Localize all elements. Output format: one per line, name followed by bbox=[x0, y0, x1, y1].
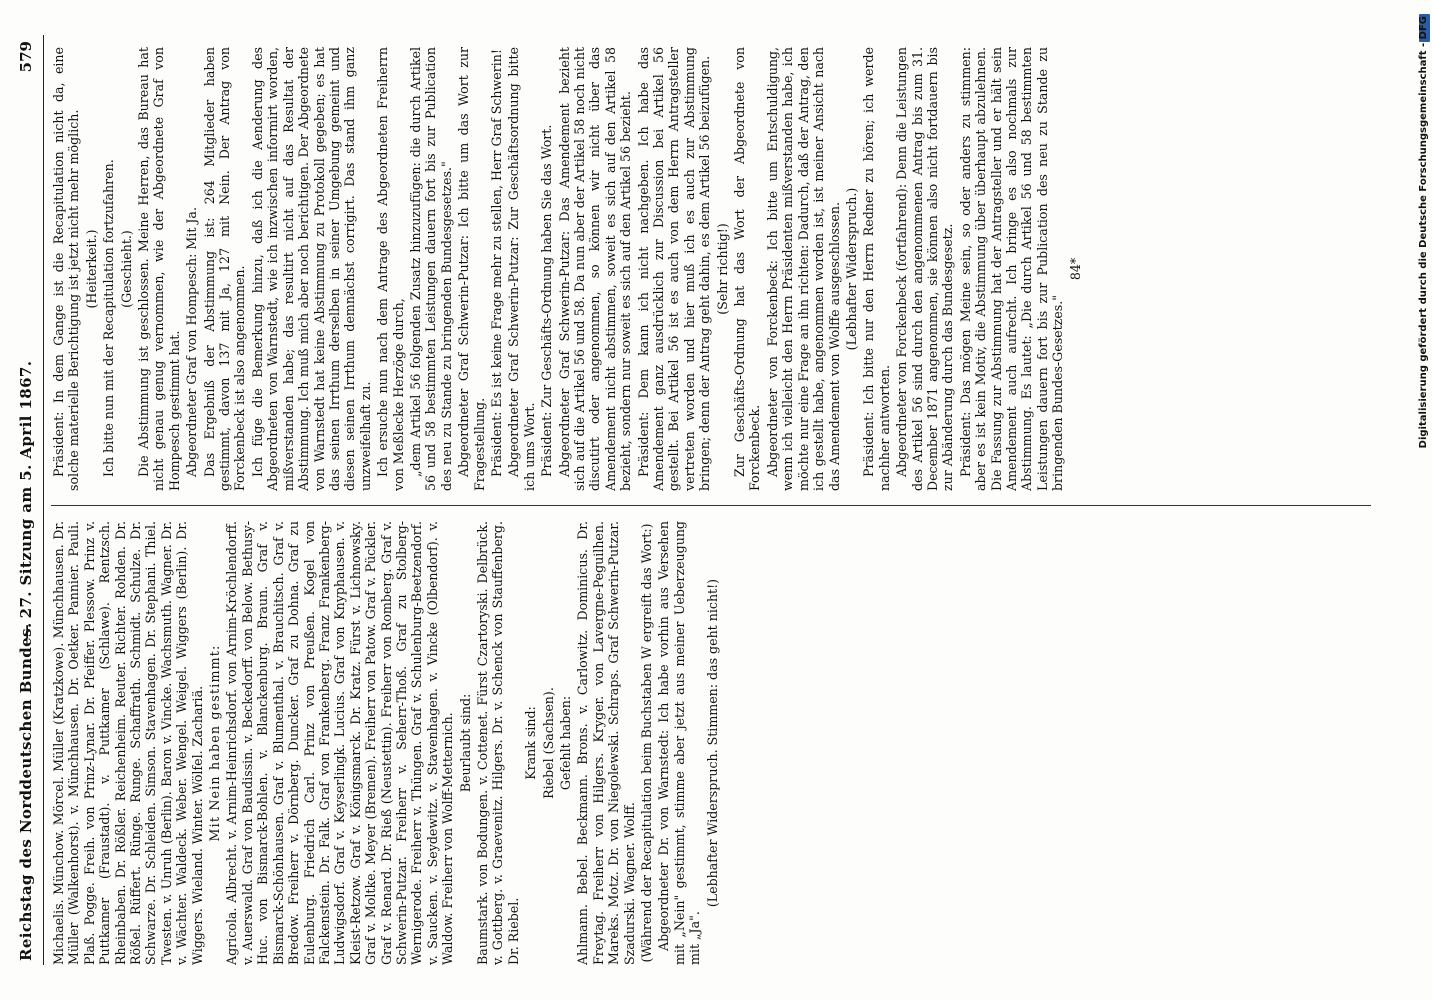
page-header bbox=[17, 35, 44, 965]
beurlaubt-list: Baumstark. von Bodungen. v. Cottenet. Fürst Czartoryski. Delbrück. v. Gottberg. v. Graevenitz. Hilgers. Dr. v. Schenck von Stauffenberg. Dr. Riebel. bbox=[474, 521, 521, 965]
right-column bbox=[51, 47, 1381, 491]
reaction-sehr-richtig: (Sehr richtig!) bbox=[714, 223, 730, 315]
krank-heading: Krank sind: bbox=[523, 706, 539, 780]
president-statement-2: Ich bitte nun mit der Recapitulation fortzufahren. bbox=[101, 159, 117, 477]
dfg-credit-line: Digitalisierung gefördert durch die Deutsche Forschungsgemeinschaft - DFG bbox=[1418, 16, 1429, 449]
warnstedt-speech: Abgeordneter Dr. von Warnstedt: Ich habe vorhin aus Versehen mit „Nein" gestimmt, stimme aber jetzt aus meiner Ueberzeugung mit „Ja". bbox=[656, 521, 703, 965]
gefehlt-heading: Gefehlt haben: bbox=[558, 695, 573, 791]
president-forckenbeck-intro: Zur Geschäfts-Ordnung hat das Wort der Abgeordnete von Forckenbeck. bbox=[732, 47, 763, 491]
ja-voters-list: Michaelis. Münchow. Mörcel. Müller (Kratzkowe). Münchhausen. Dr. Müller (Walkenhorst). v. Münchhausen. Dr. Oetker. Pannier. Pauli. Plaß. Pogge. Freih. von Prinz-Lynar. Dr. Pfeiffer. Plessow. Prinz v. Puttkamer (Fraustadt). v. Puttkamer (Schlawe). Rentzsch. Rheinbaben. Dr. Rößler. Reichenheim. Reuter. Richter. Rohden. Dr. Rößel. Rüffert. Rünge. Runge. Schaffrath. Schmidt. Schulze. Dr. Schwarze. Dr. Schleiden. Simson. Stavenhagen. Dr. Stephani. Thiel. Twesten. v. Unruh (Berlin). Baron v. Vincke. Wachsmuth. Wagner. Dr. v. Wächter. Waldeck. Weber. Wengel. Weigel. Wiggers (Berlin). Dr. Wiggers. Wieland. Winter. Wölfel. Zachariä. bbox=[51, 521, 205, 965]
beurlaubt-heading: Beurlaubt sind: bbox=[457, 693, 473, 793]
motion-quote: „dem Artikel 56 folgenden Zusatz hinzuzufügen: die durch Artikel 56 und 58 bestimmten Leistungen dauern fort bis zur Publication des neu zu Stande zu bringenden Bundesgesetzes." bbox=[407, 47, 454, 491]
page-number: 579 bbox=[17, 41, 35, 73]
recapitulation-note: (Während der Recapitulation beim Buchstaben W ergreift das Wort:) bbox=[639, 523, 655, 963]
schwerin-statement-2: Abgeordneter Graf Schwerin-Putzar: Zur Geschäftsordnung bitte ich ums Wort. bbox=[506, 47, 537, 491]
president-statement-3: Die Abstimmung ist geschlossen. Meine Herren, das Bureau hat nicht genau genug vernommen, wie der Abgeordnete Graf von Hompesch gestimmt hat. bbox=[136, 47, 182, 491]
widerspruch-note: (Lebhafter Widerspruch. Stimmen: das geht nicht!) bbox=[704, 578, 720, 908]
header-left-title: Reichstag des Norddeutschen Bundes. bbox=[17, 622, 35, 961]
president-remark: Ich füge die Bemerkung hinzu, daß ich die Aenderung des Abgeordneten von Warnstedt, wie ich inzwischen informirt worden, mißverstanden habe; das resultirt nicht auf das Resultat der Abstimmung. Ich muß mich aber noch berichtigen. Der Abgeordnete von Warnstedt hat keine Abstimmung zu Protokoll gegeben; es hat das seinen Irrthum derselben in seiner Umgebung gemeint und diesen seinen Irrthum demnächst corrigirt. Das stand ihm ganz unzweifelhaft zu. bbox=[249, 47, 373, 491]
krank-list: Riebel (Sachsen). bbox=[540, 687, 556, 799]
president-reply-2: Präsident: Zur Geschäfts-Ordnung haben Sie das Wort. bbox=[539, 124, 555, 477]
forckenbeck-statement-2: Abgeordneter von Forckenbeck (fortfahrend): Denn die Leistungen des Artikel 56 sind durch den angenommenen Antrag bis zum 31. December 1871 angenommen, sie können also nicht fortdauern bis zur Abänderung durch das Bundesgesetz. bbox=[894, 47, 956, 491]
nein-voters-list: Agricola. Albrecht. v. Arnim-Heinrichsdorf. von Arnim-Kröchlendorff. v. Auerswald. Graf von Baudissin. v. Beckedorff. von Below. Bethusy-Huc. von Bismarck-Bohlen. v. Blanckenburg. Braun. Graf v. Bismarck-Schönhausen. Graf v. Blumenthal. v. Brauchitsch. Graf v. Bredow. Freiherr v. Dörnberg. Duncker. Graf zu Dohna. Graf zu Eulenburg. Friedrich Carl. Prinz von Preußen. Kogel von Falckenstein. Dr. Falk. Graf von Frankenberg. Franz Frankenberg-Ludwigsdorf. Graf v. Keyserlingk. Lucius. Graf von Knyphausen. v. Kleist-Retzow. Graf v. Königsmarck. Dr. Kratz. Fürst v. Lichnowsky. Graf v. Moltke. Meyer (Bremen). Freiherr von Patow. Graf v. Pückler. Graf v. Renard. Dr. Rieß (Neustettin). Freiherr von Romberg. Graf v. Schwerin-Putzar. Freiherr v. Seherr-Thoß. Graf zu Stolberg-Wernigerode. Freiherr v. Thüngen. Graf v. Schulenburg-Beetzendorf. v. Saucken. v. Seydewitz. v. Stavenhagen. v. Vincke (Olbendorf). v. Waldow. Freiherr von Wolff-Metternich. bbox=[224, 521, 456, 965]
president-reply-1: Präsident: Es ist keine Frage mehr zu stellen, Herr Graf Schwerin! bbox=[488, 49, 504, 477]
left-column bbox=[51, 521, 1381, 965]
vote-result: Das Ergebniß der Abstimmung ist: 264 Mitglieder haben gestimmt, davon 137 mit Ja, 127 mit Nein. Der Antrag von Forckenbeck ist also angenommen. bbox=[201, 47, 248, 491]
column-divider bbox=[51, 505, 1371, 506]
schwerin-statement-3: Abgeordneter Graf Schwerin-Putzar: Das Amendement bezieht sich auf die Artikel 56 und 58. Da nun aber der Artikel 58 noch nicht discutirt oder angenommen, so können wir nicht über das Amendement nicht abstimmen, soweit es sich auf den Artikel 58 bezieht, sondern nur soweit es sich auf den Artikel 56 bezieht. bbox=[556, 47, 634, 491]
rotated-document-page bbox=[17, 35, 1387, 965]
forckenbeck-statement-1: Abgeordneter von Forckenbeck: Ich bitte um Entschuldigung, wenn ich vielleicht den Herrn Präsidenten mißverstanden habe, ich möchte nur eine Frage an ihn richten: Dadurch, daß der Antrag, den ich gestellt habe, angenommen worden ist, ist meiner Ansicht nach das Amendement von Wolffe ausgeschlossen. bbox=[764, 47, 842, 491]
president-reply-5: Präsident: Das mögen Meine sein, so oder anders zu stimmen: aber es ist kein Motiv, die Abstimmung über überhaupt abzulehnen. Die Fassung zur Abstimmung hat der Antragsteller und er hält sein Amendement auch aufrecht. Ich bringe es also nochmals zur Abstimmung. Es lautet: „Die durch Artikel 56 und 58 bestimmten Leistungen dauern fort bis zur Publication des neu zu Stande zu bringenden Bundes-Gesetzes." bbox=[957, 47, 1066, 491]
reaction-widerspruch: (Lebhafter Widerspruch.) bbox=[843, 187, 859, 351]
president-statement-1: Präsident: In dem Gange ist die Recapitulation nicht da, eine solche materielle Berichtigung ist jetzt nicht mehr möglich. bbox=[51, 47, 82, 491]
president-reply-4: Präsident: Ich bitte nur den Herrn Redner zu hören; ich werde nachher antworten. bbox=[861, 47, 892, 491]
reaction-geschieht: (Geschieht.) bbox=[118, 230, 134, 308]
gefehlt-list: Ahlmann. Bebel. Beckmann. Brons. v. Carlowitz. Dominicus. Dr. Freytag. Freiherr von Hilgers. Kryger. von Lavergne-Peguilhen. Mareks. Motz. Dr. von Niegolewski. Schraps. Graf Schwerin-Putzar. Szadurski. Wagner. Wolff. bbox=[575, 521, 637, 965]
president-reply-3: Präsident: Dem kann ich nicht nachgeben. Ich habe das Amendement ganz ausdrücklich zur Discussion bei Artikel 56 gestellt. Bei Artikel 56 ist es auch von dem Herrn Antragsteller vertreten worden und hier muß ich es auch zur Abstimmung bringen; denn der Antrag geht dahin, es dem Artikel 56 beizufügen. bbox=[635, 47, 713, 491]
reaction-heiterkeit: (Heiterkeit.) bbox=[83, 229, 99, 309]
signature-mark: 84* bbox=[1067, 257, 1083, 281]
schwerin-statement-1: Abgeordneter Graf Schwerin-Putzar: Ich bitte um das Wort zur Fragestellung. bbox=[456, 47, 487, 491]
header-session-date: — 27. Sitzung am 5. April 1867. bbox=[17, 360, 35, 640]
nein-heading: Mit Nein haben gestimmt: bbox=[207, 644, 223, 842]
hompesch-statement: Abgeordneter Graf von Hompesch: Mit Ja. bbox=[184, 207, 200, 477]
president-motion-intro: Ich ersuche nun nach dem Antrage des Abgeordneten Freiherrn von Meßlecke Herzöge durch, bbox=[375, 47, 406, 491]
